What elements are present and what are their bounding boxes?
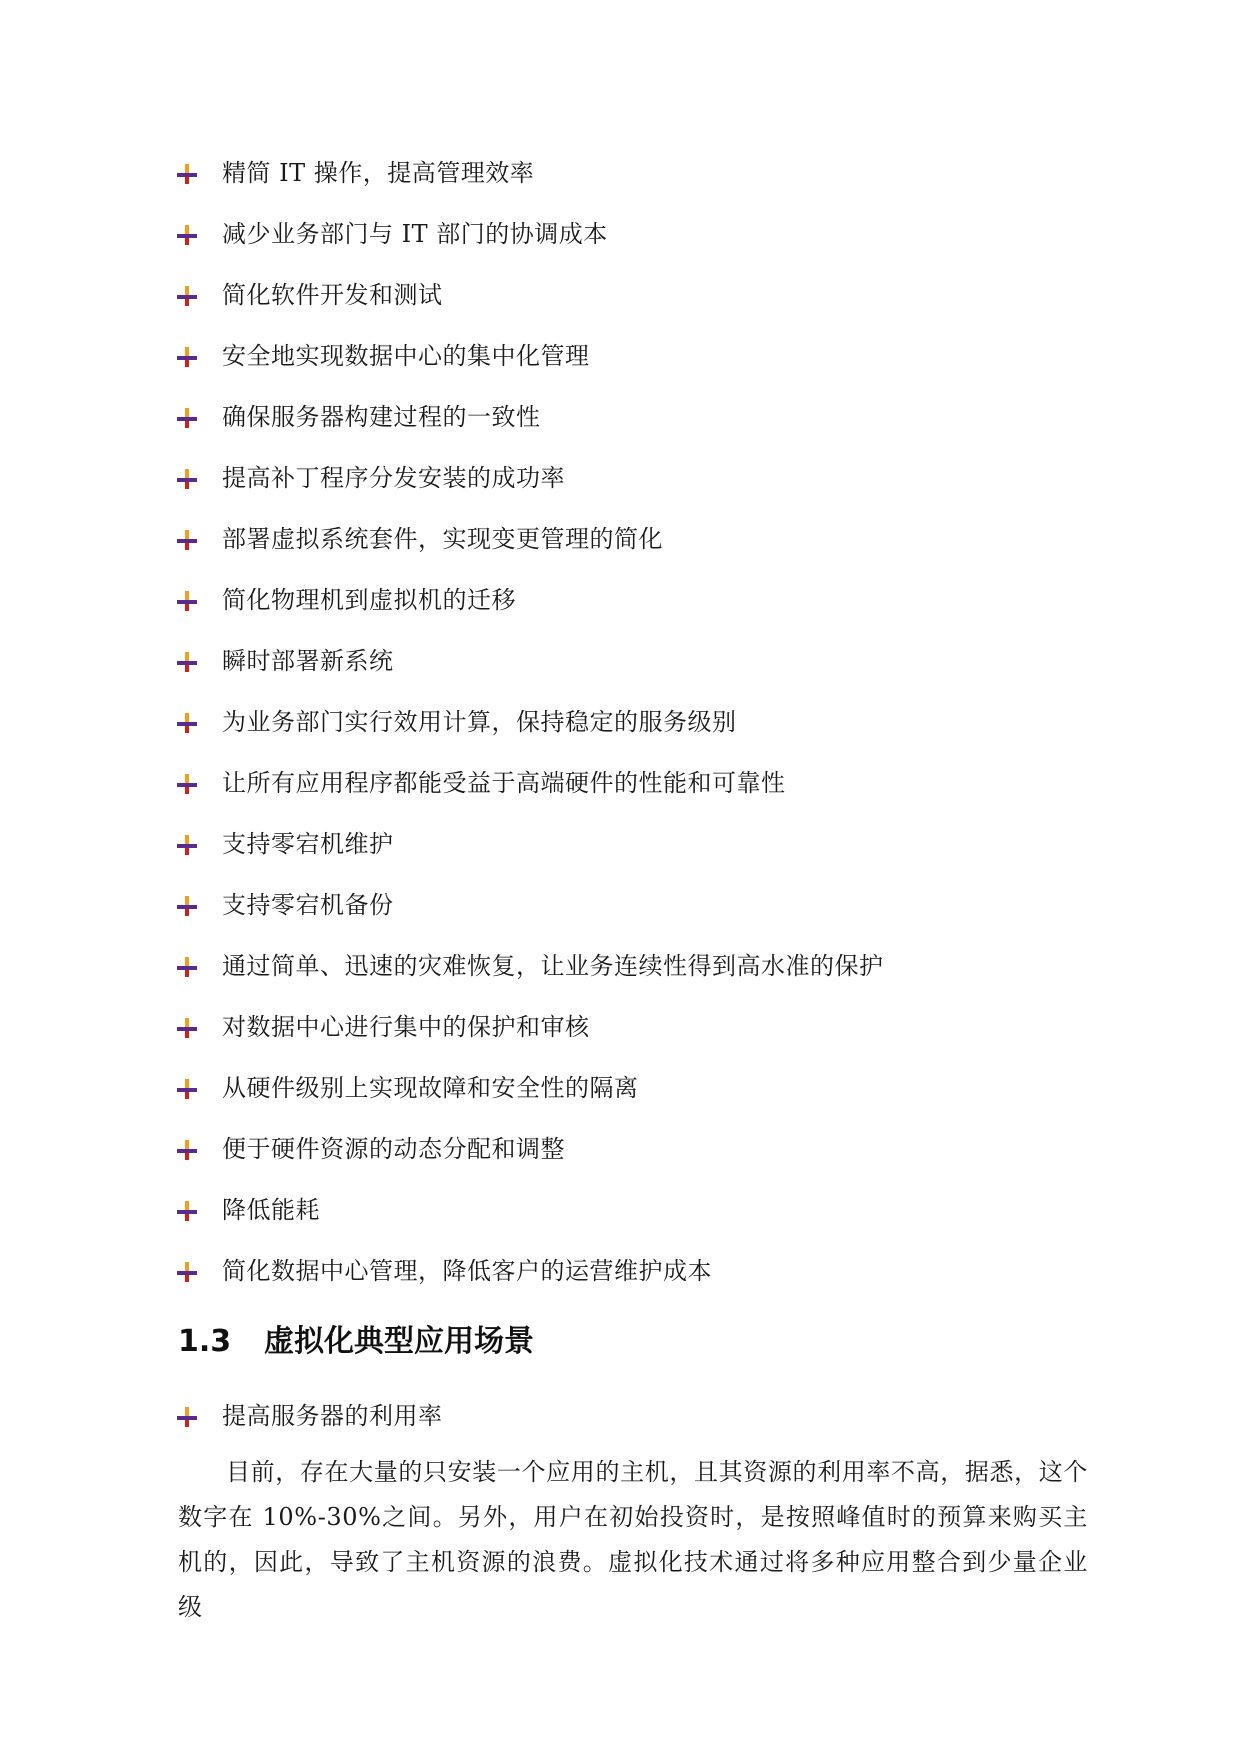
bullet-text: 从硬件级别上实现故障和安全性的隔离 [222, 1074, 639, 1102]
arrow-cross-bullet-icon [176, 1406, 198, 1428]
arrow-cross-bullet-icon [176, 1017, 198, 1039]
list-item [176, 702, 884, 763]
list-item [176, 946, 884, 1007]
bullet-text: 简化数据中心管理，降低客户的运营维护成本 [222, 1257, 712, 1285]
list-item [176, 580, 884, 641]
list-item [176, 397, 884, 458]
list-item [176, 1068, 884, 1129]
arrow-cross-bullet-icon [176, 529, 198, 551]
list-item [176, 519, 884, 580]
bullet-text: 便于硬件资源的动态分配和调整 [222, 1135, 565, 1163]
list-item [176, 214, 884, 275]
bullet-text: 通过简单、迅速的灾难恢复，让业务连续性得到高水准的保护 [222, 952, 884, 980]
list-item [176, 275, 884, 336]
arrow-cross-bullet-icon [176, 407, 198, 429]
feature-bullet-list [176, 153, 884, 1312]
arrow-cross-bullet-icon [176, 1139, 198, 1161]
list-item [176, 336, 884, 397]
list-item [176, 1007, 884, 1068]
list-item [176, 1190, 884, 1251]
arrow-cross-bullet-icon [176, 1078, 198, 1100]
bullet-text: 降低能耗 [222, 1196, 320, 1224]
arrow-cross-bullet-icon [176, 224, 198, 246]
arrow-cross-bullet-icon [176, 895, 198, 917]
bullet-text: 提高补丁程序分发安装的成功率 [222, 464, 565, 492]
bullet-text: 支持零宕机备份 [222, 891, 394, 919]
bullet-text: 简化物理机到虚拟机的迁移 [222, 586, 516, 614]
arrow-cross-bullet-icon [176, 773, 198, 795]
list-item [176, 1251, 884, 1312]
bullet-text: 为业务部门实行效用计算，保持稳定的服务级别 [222, 708, 737, 736]
body-paragraph: 目前，存在大量的只安装一个应用的主机，且其资源的利用率不高，据悉，这个数字在 10%-30%之间。另外，用户在初始投资时，是按照峰值时的预算来购买主机的，因此，导致了主机资源的浪费。虚拟化技术通过将多种应用整合到少量企业级 [178, 1458, 1088, 1621]
bullet-text: 精简 IT 操作，提高管理效率 [222, 159, 535, 187]
list-item [176, 885, 884, 946]
bullet-text: 确保服务器构建过程的一致性 [222, 403, 541, 431]
arrow-cross-bullet-icon [176, 1261, 198, 1283]
bullet-text: 瞬时部署新系统 [222, 647, 394, 675]
bullet-text: 简化软件开发和测试 [222, 281, 443, 309]
scenario-bullet-text: 提高服务器的利用率 [222, 1402, 443, 1430]
section-number: 1.3 [178, 1324, 232, 1359]
bullet-text: 支持零宕机维护 [222, 830, 394, 858]
arrow-cross-bullet-icon [176, 285, 198, 307]
list-item [176, 763, 884, 824]
arrow-cross-bullet-icon [176, 1200, 198, 1222]
arrow-cross-bullet-icon [176, 834, 198, 856]
arrow-cross-bullet-icon [176, 468, 198, 490]
bullet-text: 对数据中心进行集中的保护和审核 [222, 1013, 590, 1041]
bullet-text: 让所有应用程序都能受益于高端硬件的性能和可靠性 [222, 769, 786, 797]
arrow-cross-bullet-icon [176, 956, 198, 978]
bullet-text: 安全地实现数据中心的集中化管理 [222, 342, 590, 370]
arrow-cross-bullet-icon [176, 712, 198, 734]
scenario-bullet [176, 1396, 443, 1436]
list-item [176, 641, 884, 702]
arrow-cross-bullet-icon [176, 651, 198, 673]
arrow-cross-bullet-icon [176, 590, 198, 612]
arrow-cross-bullet-icon [176, 163, 198, 185]
list-item [176, 153, 884, 214]
arrow-cross-bullet-icon [176, 346, 198, 368]
bullet-text: 部署虚拟系统套件，实现变更管理的简化 [222, 525, 663, 553]
list-item [176, 1129, 884, 1190]
bullet-text: 减少业务部门与 IT 部门的协调成本 [222, 220, 608, 248]
list-item [176, 458, 884, 519]
section-title: 虚拟化典型应用场景 [264, 1324, 534, 1359]
list-item [176, 824, 884, 885]
section-heading [178, 1318, 534, 1366]
